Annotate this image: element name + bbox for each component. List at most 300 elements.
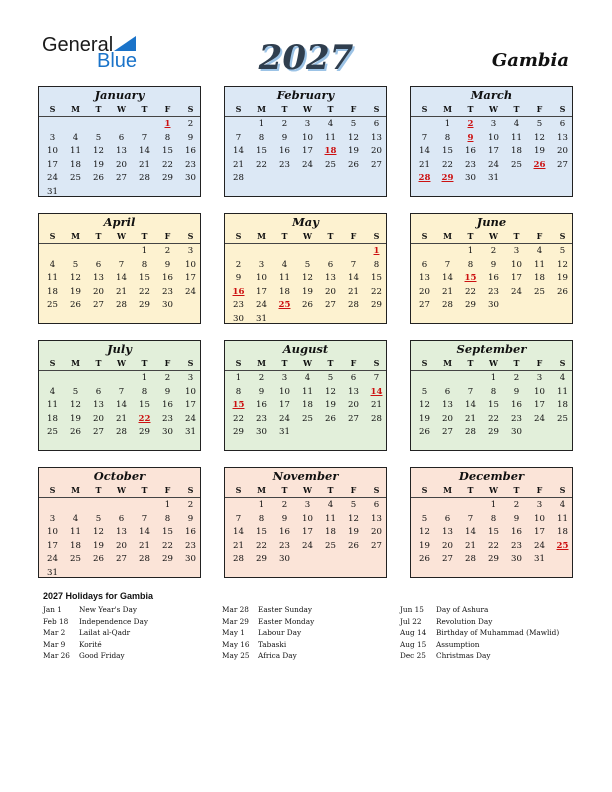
calendar-day: 2 [187, 119, 194, 129]
calendar-day: 29 [162, 554, 173, 565]
calendar-day: 11 [47, 400, 58, 411]
calendar-day: 5 [95, 513, 102, 524]
calendar-day: 25 [70, 173, 81, 184]
calendar-day: 17 [47, 540, 58, 551]
calendar-day: 6 [444, 386, 451, 397]
calendar-day: 6 [421, 259, 428, 270]
calendar-day: 14 [465, 400, 476, 411]
calendar-day: 13 [93, 273, 104, 284]
holiday-day: 15 [232, 400, 245, 411]
calendar-day: 18 [325, 527, 336, 538]
calendar-day: 9 [513, 386, 520, 397]
calendar-day: 28 [233, 554, 244, 565]
month-may [224, 213, 387, 324]
calendar-day: 24 [256, 300, 267, 311]
calendar-day: 7 [421, 132, 428, 143]
weekday-label: M [71, 358, 80, 368]
calendar-day: 21 [116, 413, 127, 424]
calendar-day: 15 [256, 527, 267, 538]
month-title: February [276, 88, 335, 102]
calendar-day: 31 [47, 187, 58, 197]
weekday-header [411, 230, 572, 242]
weekday-label: T [95, 231, 102, 241]
calendar-day: 4 [536, 246, 543, 256]
calendar-day: 22 [233, 413, 244, 424]
weekday-label: T [281, 358, 288, 368]
calendar-day: 11 [325, 132, 336, 143]
weekday-header [39, 357, 200, 369]
calendar-day: 19 [325, 400, 336, 411]
weekday-label: S [235, 358, 242, 368]
calendar-day: 28 [465, 554, 476, 565]
calendar-day: 2 [187, 500, 194, 510]
calendar-day: 3 [536, 500, 543, 510]
calendar-day: 31 [47, 568, 58, 578]
calendar-day: 12 [348, 132, 359, 143]
calendar-day: 29 [162, 173, 173, 184]
calendar-day: 27 [325, 300, 336, 311]
calendar-day: 16 [162, 273, 173, 284]
month-february [224, 86, 387, 197]
calendar-day: 24 [47, 554, 58, 565]
calendar-day: 15 [488, 527, 499, 538]
calendar-day: 26 [348, 159, 359, 170]
calendar-day: 14 [116, 273, 127, 284]
weekday-label: T [467, 231, 474, 241]
calendar-day: 28 [139, 173, 150, 184]
calendar-day: 15 [139, 400, 150, 411]
calendar-day: 21 [139, 159, 150, 170]
calendar-day: 19 [302, 286, 313, 297]
calendar-day: 3 [490, 119, 497, 129]
month-title: December [458, 469, 525, 483]
calendar-day: 20 [116, 540, 127, 551]
calendar-day: 19 [348, 146, 359, 157]
calendar-day: 9 [235, 273, 242, 284]
weekday-label: W [489, 104, 498, 114]
header-divider [39, 370, 200, 371]
calendar-day: 8 [490, 386, 497, 397]
holiday-day: 28 [418, 173, 431, 184]
calendar-day: 7 [444, 259, 451, 270]
calendar-day: 14 [442, 273, 453, 284]
weekday-label: S [49, 231, 56, 241]
calendar-day: 31 [256, 314, 267, 324]
holiday-name: Lailat al-Qadr [79, 628, 131, 638]
calendar-day: 27 [348, 413, 359, 424]
calendar-day: 10 [279, 386, 290, 397]
calendar-day: 5 [421, 513, 428, 524]
calendar-day: 13 [116, 527, 127, 538]
weekday-header [225, 230, 386, 242]
calendar-day: 7 [141, 513, 148, 524]
month-title: March [470, 88, 513, 102]
holiday-name: Assumption [436, 639, 480, 649]
holiday-day: 29 [441, 173, 454, 184]
calendar-day: 2 [513, 500, 520, 510]
weekday-label: M [443, 485, 452, 495]
calendar-day: 5 [350, 119, 357, 129]
weekday-label: F [536, 231, 543, 241]
weekday-label: T [467, 485, 474, 495]
weekday-label: W [489, 358, 498, 368]
weekday-label: S [559, 104, 566, 114]
calendar-day: 26 [419, 554, 430, 565]
calendar-day: 24 [185, 413, 196, 424]
holiday-date: Feb 18 [43, 616, 69, 626]
weekday-label: T [327, 104, 334, 114]
calendar-day: 5 [421, 386, 428, 397]
calendar-day: 12 [93, 146, 104, 157]
calendar-day: 23 [488, 286, 499, 297]
holiday-day: 16 [232, 286, 245, 297]
calendar-day: 14 [465, 527, 476, 538]
weekday-label: F [164, 104, 171, 114]
weekday-label: M [443, 104, 452, 114]
calendar-day: 23 [185, 159, 196, 170]
calendar-day: 29 [233, 427, 244, 438]
calendar-day: 10 [47, 527, 58, 538]
calendar-day: 6 [327, 259, 334, 270]
calendar-day: 21 [419, 159, 430, 170]
holiday-day: 1 [373, 246, 380, 256]
calendar-day: 14 [233, 146, 244, 157]
calendar-day: 10 [488, 132, 499, 143]
calendar-day: 17 [511, 273, 522, 284]
weekday-label: S [559, 485, 566, 495]
calendar-day: 19 [70, 413, 81, 424]
calendar-day: 24 [534, 413, 545, 424]
calendar-day: 17 [185, 273, 196, 284]
weekday-label: M [257, 358, 266, 368]
calendar-day: 18 [279, 286, 290, 297]
weekday-label: T [141, 358, 148, 368]
calendar-day: 16 [185, 146, 196, 157]
weekday-header [411, 357, 572, 369]
calendar-day: 10 [302, 132, 313, 143]
calendar-day: 27 [557, 159, 568, 170]
weekday-label: T [513, 104, 520, 114]
calendar-day: 26 [70, 427, 81, 438]
calendar-day: 30 [279, 554, 290, 565]
calendar-day: 25 [557, 413, 568, 424]
weekday-label: T [513, 485, 520, 495]
calendar-day: 3 [281, 373, 288, 383]
weekday-label: W [117, 485, 126, 495]
weekday-label: T [467, 358, 474, 368]
weekday-label: T [141, 485, 148, 495]
calendar-day: 19 [534, 146, 545, 157]
holiday-date: Jan 1 [43, 605, 62, 614]
holiday-day: 2 [467, 119, 474, 129]
calendar-day: 18 [511, 146, 522, 157]
weekday-label: M [71, 485, 80, 495]
calendar-day: 27 [442, 427, 453, 438]
holiday-date: Mar 29 [222, 616, 249, 626]
calendar-day: 27 [116, 173, 127, 184]
calendar-day: 28 [442, 300, 453, 311]
calendar-day: 8 [141, 259, 148, 270]
holiday-name: Revolution Day [436, 616, 493, 626]
calendar-day: 15 [371, 273, 382, 284]
weekday-label: S [373, 358, 380, 368]
calendar-day: 2 [258, 373, 265, 383]
header-divider [225, 116, 386, 117]
weekday-label: F [350, 231, 357, 241]
weekday-label: S [421, 231, 428, 241]
calendar-day: 7 [235, 132, 242, 143]
month-november [224, 467, 387, 578]
calendar-day: 18 [534, 273, 545, 284]
calendar-day: 13 [348, 386, 359, 397]
calendar-day: 11 [302, 386, 313, 397]
calendar-day: 17 [534, 527, 545, 538]
header-divider [411, 116, 572, 117]
calendar-day: 28 [116, 427, 127, 438]
calendar-day: 15 [162, 527, 173, 538]
holiday-name: Korité [79, 639, 102, 649]
month-title: April [103, 215, 136, 229]
weekday-label: S [421, 358, 428, 368]
weekday-header [411, 103, 572, 115]
weekday-label: W [303, 104, 312, 114]
calendar-day: 10 [185, 386, 196, 397]
calendar-day: 2 [164, 373, 171, 383]
calendar-day: 7 [373, 373, 380, 383]
header-divider [225, 497, 386, 498]
month-title: January [94, 88, 145, 102]
header-divider [39, 497, 200, 498]
calendar-day: 5 [72, 259, 79, 270]
holiday-day: 25 [278, 300, 291, 311]
weekday-label: S [235, 485, 242, 495]
calendar-day: 4 [327, 500, 334, 510]
calendar-day: 2 [164, 246, 171, 256]
month-title: May [292, 215, 319, 229]
calendar-day: 24 [488, 159, 499, 170]
calendar-day: 11 [511, 132, 522, 143]
calendar-day: 12 [419, 527, 430, 538]
weekday-label: T [281, 485, 288, 495]
calendar-day: 1 [141, 246, 148, 256]
calendar-day: 6 [373, 500, 380, 510]
calendar-day: 25 [70, 554, 81, 565]
calendar-day: 25 [325, 159, 336, 170]
calendar-day: 19 [419, 413, 430, 424]
calendar-day: 2 [281, 500, 288, 510]
calendar-day: 13 [557, 132, 568, 143]
calendar-day: 21 [116, 286, 127, 297]
calendar-day: 30 [233, 314, 244, 324]
header-divider [411, 497, 572, 498]
holiday-day: 9 [467, 132, 474, 143]
header-divider [39, 243, 200, 244]
calendar-day: 15 [488, 400, 499, 411]
weekday-label: S [559, 231, 566, 241]
calendar-day: 5 [327, 373, 334, 383]
calendar-day: 22 [488, 413, 499, 424]
month-title: June [476, 215, 507, 229]
calendar-day: 24 [534, 540, 545, 551]
weekday-label: W [303, 485, 312, 495]
calendar-day: 16 [279, 527, 290, 538]
calendar-day: 4 [49, 386, 56, 397]
calendar-day: 5 [95, 132, 102, 143]
calendar-day: 8 [141, 386, 148, 397]
calendar-day: 10 [185, 259, 196, 270]
calendar-day: 16 [488, 273, 499, 284]
calendar-day: 1 [258, 119, 265, 129]
calendar-day: 30 [185, 173, 196, 184]
holiday-date: Aug 14 [400, 628, 427, 638]
calendar-day: 25 [325, 540, 336, 551]
calendar-day: 8 [164, 132, 171, 143]
calendar-day: 5 [536, 119, 543, 129]
weekday-label: T [281, 231, 288, 241]
calendar-day: 12 [419, 400, 430, 411]
calendar-day: 19 [93, 159, 104, 170]
calendar-day: 17 [302, 527, 313, 538]
calendar-day: 7 [118, 259, 125, 270]
calendar-day: 6 [118, 513, 125, 524]
weekday-label: M [71, 104, 80, 114]
calendar-day: 18 [70, 159, 81, 170]
month-title: November [272, 469, 339, 483]
weekday-label: S [421, 485, 428, 495]
month-title: September [456, 342, 527, 356]
calendar-day: 30 [256, 427, 267, 438]
month-title: July [107, 342, 132, 356]
calendar-day: 31 [185, 427, 196, 438]
holiday-date: Jun 15 [400, 605, 424, 614]
weekday-label: M [443, 231, 452, 241]
calendar-day: 17 [47, 159, 58, 170]
calendar-day: 16 [162, 400, 173, 411]
holiday-name: Labour Day [258, 628, 302, 638]
calendar-day: 1 [444, 119, 451, 129]
holiday-date: Dec 25 [400, 651, 426, 661]
month-july [38, 340, 201, 451]
weekday-label: F [350, 358, 357, 368]
holiday-date: Mar 28 [222, 605, 249, 614]
calendar-day: 23 [511, 413, 522, 424]
calendar-day: 8 [490, 513, 497, 524]
calendar-day: 27 [116, 554, 127, 565]
weekday-label: W [303, 231, 312, 241]
calendar-day: 3 [304, 500, 311, 510]
calendar-day: 22 [256, 540, 267, 551]
header-divider [225, 370, 386, 371]
weekday-label: T [141, 231, 148, 241]
calendar-day: 12 [325, 386, 336, 397]
calendar-day: 29 [488, 427, 499, 438]
calendar-day: 27 [93, 300, 104, 311]
month-march [410, 86, 573, 197]
calendar-day: 25 [47, 300, 58, 311]
calendar-day: 3 [49, 132, 56, 143]
weekday-label: F [350, 485, 357, 495]
calendar-day: 7 [235, 513, 242, 524]
calendar-day: 20 [116, 159, 127, 170]
calendar-day: 3 [49, 513, 56, 524]
calendar-day: 8 [467, 259, 474, 270]
weekday-label: W [489, 485, 498, 495]
weekday-label: S [49, 358, 56, 368]
weekday-label: F [164, 231, 171, 241]
calendar-day: 31 [488, 173, 499, 184]
calendar-day: 29 [139, 300, 150, 311]
holiday-date: Mar 9 [43, 639, 66, 649]
calendar-day: 4 [72, 513, 79, 524]
calendar-day: 23 [162, 413, 173, 424]
calendar-day: 24 [302, 159, 313, 170]
calendar-day: 25 [302, 413, 313, 424]
calendar-day: 4 [513, 119, 520, 129]
calendar-day: 2 [490, 246, 497, 256]
calendar-day: 15 [139, 273, 150, 284]
weekday-label: S [49, 485, 56, 495]
weekday-label: S [187, 485, 194, 495]
holiday-date: Jul 22 [400, 616, 422, 626]
calendar-day: 13 [442, 527, 453, 538]
holiday-date: May 25 [222, 651, 250, 661]
calendar-day: 27 [93, 427, 104, 438]
weekday-label: T [327, 358, 334, 368]
calendar-day: 14 [139, 146, 150, 157]
calendar-day: 23 [511, 540, 522, 551]
calendar-day: 18 [70, 540, 81, 551]
calendar-day: 14 [116, 400, 127, 411]
calendar-day: 19 [557, 273, 568, 284]
calendar-day: 14 [233, 527, 244, 538]
calendar-day: 26 [70, 300, 81, 311]
calendar-day: 17 [302, 146, 313, 157]
weekday-label: W [117, 358, 126, 368]
calendar-day: 30 [162, 300, 173, 311]
calendar-day: 5 [350, 500, 357, 510]
calendar-day: 18 [47, 413, 58, 424]
calendar-day: 8 [373, 259, 380, 270]
calendar-day: 17 [185, 400, 196, 411]
calendar-day: 21 [371, 400, 382, 411]
calendar-day: 16 [279, 146, 290, 157]
weekday-header [39, 103, 200, 115]
calendar-day: 23 [162, 286, 173, 297]
calendar-day: 21 [139, 540, 150, 551]
calendar-day: 15 [256, 146, 267, 157]
calendar-day: 16 [511, 527, 522, 538]
calendar-day: 28 [233, 173, 244, 184]
holiday-day: 1 [164, 119, 171, 129]
weekday-label: T [327, 231, 334, 241]
calendar-day: 4 [304, 373, 311, 383]
calendar-day: 27 [371, 540, 382, 551]
header-divider [411, 370, 572, 371]
calendar-day: 23 [256, 413, 267, 424]
weekday-label: M [257, 485, 266, 495]
weekday-label: S [187, 231, 194, 241]
calendar-day: 24 [511, 286, 522, 297]
calendar-day: 5 [559, 246, 566, 256]
calendar-day: 1 [258, 500, 265, 510]
calendar-day: 23 [279, 540, 290, 551]
calendar-day: 17 [534, 400, 545, 411]
calendar-day: 26 [302, 300, 313, 311]
calendar-day: 12 [302, 273, 313, 284]
calendar-day: 20 [348, 400, 359, 411]
calendar-day: 24 [302, 540, 313, 551]
calendar-day: 9 [490, 259, 497, 270]
